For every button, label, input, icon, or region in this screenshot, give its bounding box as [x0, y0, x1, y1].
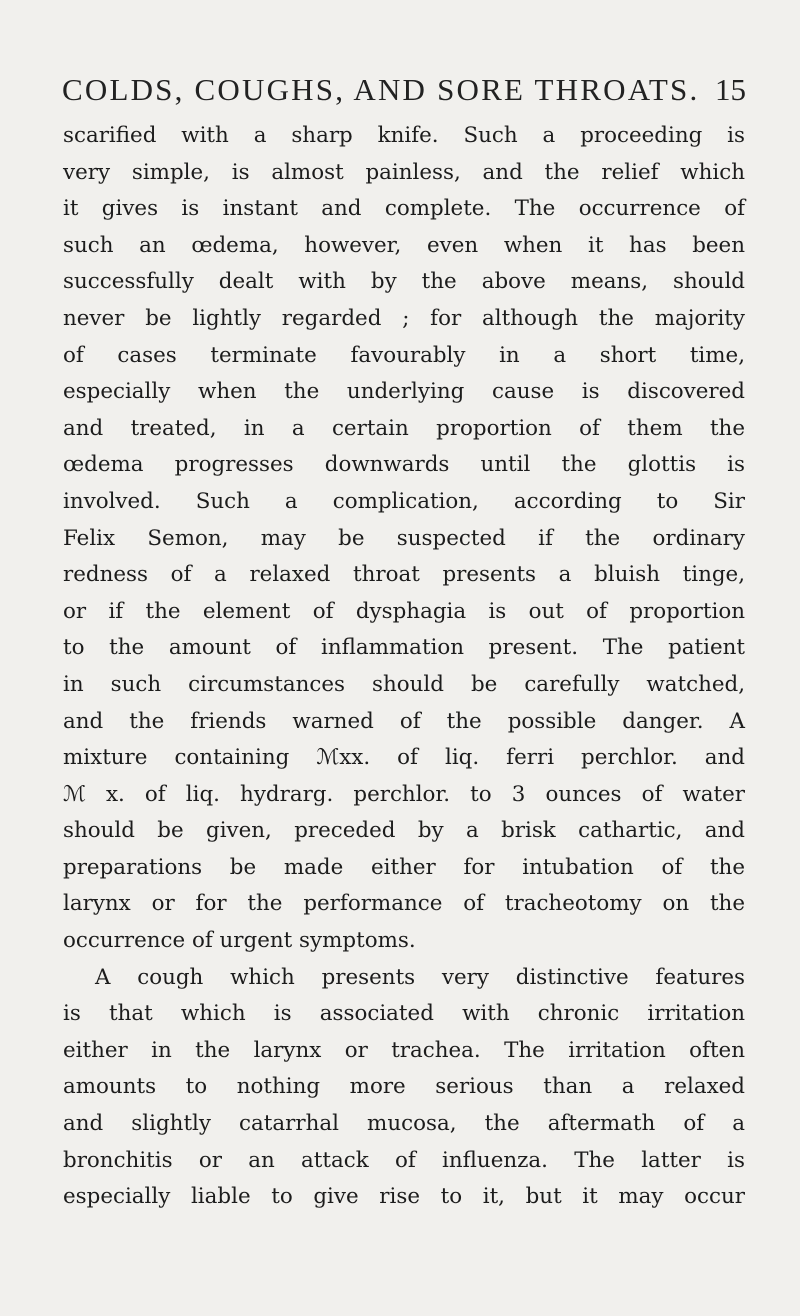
paragraph-end-line: occurrence of urgent symptoms.: [63, 928, 416, 954]
text-line: ℳ x. of liq. hydrarg. perchlor. to 3 ounces of water: [63, 781, 745, 807]
text-line: amounts to nothing more serious than a relaxed: [63, 1074, 745, 1100]
text-line: bronchitis or an attack of influenza. The latter is: [63, 1147, 745, 1173]
page-number: 15: [715, 72, 746, 107]
text-line: especially when the underlying cause is discovered: [63, 379, 745, 405]
text-line: mixture containing ℳxx. of liq. ferri perchlor. and: [63, 745, 745, 771]
text-line: preparations be made either for intubation of the: [63, 854, 745, 880]
text-line: redness of a relaxed throat presents a bluish tinge,: [63, 562, 745, 588]
text-line: should be given, preceded by a brisk cathartic, and: [63, 818, 745, 844]
text-line: is that which is associated with chronic irritation: [63, 1001, 745, 1027]
body-text: [63, 118, 745, 1216]
text-line: very simple, is almost painless, and the relief which: [63, 159, 745, 185]
text-line: of cases terminate favourably in a short time,: [63, 342, 745, 368]
text-line: to the amount of inflammation present. The patient: [63, 635, 745, 661]
text-line: it gives is instant and complete. The occurrence of: [63, 196, 745, 222]
text-line: scarified with a sharp knife. Such a proceeding is: [63, 123, 745, 148]
text-line: and slightly catarrhal mucosa, the aftermath of a: [63, 1111, 745, 1137]
text-line: in such circumstances should be carefully watched,: [63, 671, 745, 697]
text-line: and treated, in a certain proportion of them the: [63, 415, 745, 441]
text-line: never be lightly regarded ; for although the majority: [63, 305, 745, 331]
text-line: involved. Such a complication, according to Sir: [63, 488, 745, 514]
text-line: œdema progresses downwards until the glottis is: [63, 452, 745, 478]
text-line: and the friends warned of the possible danger. A: [63, 708, 745, 734]
running-head: [56, 72, 752, 108]
text-line: or if the element of dysphagia is out of proportion: [63, 598, 745, 624]
paragraph-start-line: A cough which presents very distinctive features: [95, 964, 745, 990]
text-line: especially liable to give rise to it, but it may occur: [63, 1184, 745, 1210]
text-line: successfully dealt with by the above means, should: [63, 269, 745, 295]
text-line: larynx or for the performance of tracheotomy on the: [63, 891, 745, 917]
running-title: COLDS, COUGHS, AND SORE THROATS.: [62, 72, 700, 107]
text-line: either in the larynx or trachea. The irritation often: [63, 1037, 745, 1063]
text-line: such an œdema, however, even when it has been: [63, 232, 745, 258]
text-line: Felix Semon, may be suspected if the ordinary: [63, 525, 745, 551]
